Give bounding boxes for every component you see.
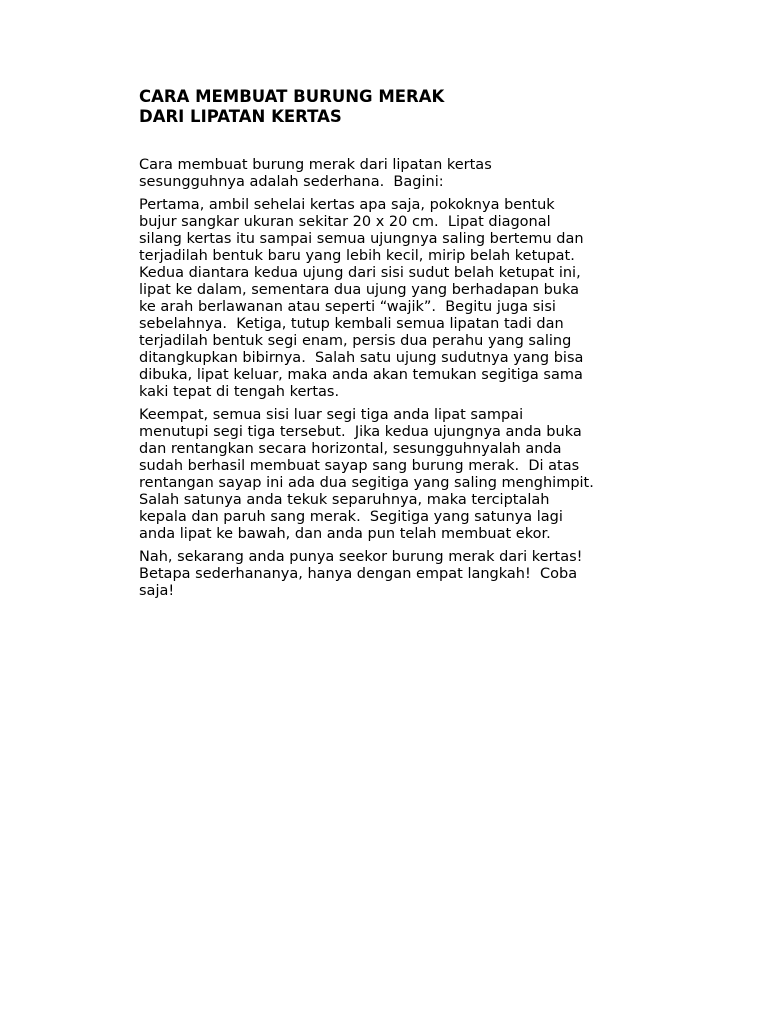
text-line: ditangkupkan bibirnya. Salah satu ujung sudutnya yang bisa: [139, 350, 584, 366]
title-line: CARA MEMBUAT BURUNG MERAK: [139, 87, 445, 106]
text-line: rentangan sayap ini ada dua segitiga yang saling menghimpit.: [139, 475, 594, 491]
text-line: ke arah berlawanan atau seperti “wajik”. Begitu juga sisi: [139, 299, 556, 315]
text-line: Salah satunya anda tekuk separuhnya, maka terciptalah: [139, 492, 550, 508]
text-line: kaki tepat di tengah kertas.: [139, 384, 340, 400]
text-line: saja!: [139, 583, 175, 599]
text-line: Pertama, ambil sehelai kertas apa saja, pokoknya bentuk: [139, 197, 555, 213]
text-line: anda lipat ke bawah, dan anda pun telah membuat ekor.: [139, 526, 551, 542]
text-line: kepala dan paruh sang merak. Segitiga yang satunya lagi: [139, 509, 563, 525]
text-line: dibuka, lipat keluar, maka anda akan temukan segitiga sama: [139, 367, 583, 383]
text-line: bujur sangkar ukuran sekitar 20 x 20 cm. Lipat diagonal: [139, 214, 551, 230]
text-line: Betapa sederhananya, hanya dengan empat langkah! Coba: [139, 566, 578, 582]
document-body: [139, 157, 659, 606]
text-line: Cara membuat burung merak dari lipatan kertas: [139, 157, 492, 173]
text-line: Kedua diantara kedua ujung dari sisi sudut belah ketupat ini,: [139, 265, 581, 281]
text-line: sesungguhnya adalah sederhana. Bagini:: [139, 174, 444, 190]
paragraph-step-4: [139, 407, 659, 543]
text-line: dan rentangkan secara horizontal, sesungguhnyalah anda: [139, 441, 562, 457]
text-line: sudah berhasil membuat sayap sang burung merak. Di atas: [139, 458, 580, 474]
text-line: silang kertas itu sampai semua ujungnya saling bertemu dan: [139, 231, 584, 247]
text-line: terjadilah bentuk segi enam, persis dua perahu yang saling: [139, 333, 572, 349]
text-line: menutupi segi tiga tersebut. Jika kedua ujungnya anda buka: [139, 424, 582, 440]
paragraph-conclusion: [139, 549, 659, 600]
page-title: [139, 87, 659, 127]
text-line: lipat ke dalam, sementara dua ujung yang berhadapan buka: [139, 282, 580, 298]
paragraph-steps-1-3: [139, 197, 659, 401]
text-line: sebelahnya. Ketiga, tutup kembali semua lipatan tadi dan: [139, 316, 564, 332]
text-line: terjadilah bentuk baru yang lebih kecil, mirip belah ketupat.: [139, 248, 575, 264]
paragraph-intro: [139, 157, 659, 191]
title-line: DARI LIPATAN KERTAS: [139, 107, 342, 126]
text-line: Nah, sekarang anda punya seekor burung merak dari kertas!: [139, 549, 583, 565]
text-line: Keempat, semua sisi luar segi tiga anda lipat sampai: [139, 407, 524, 423]
